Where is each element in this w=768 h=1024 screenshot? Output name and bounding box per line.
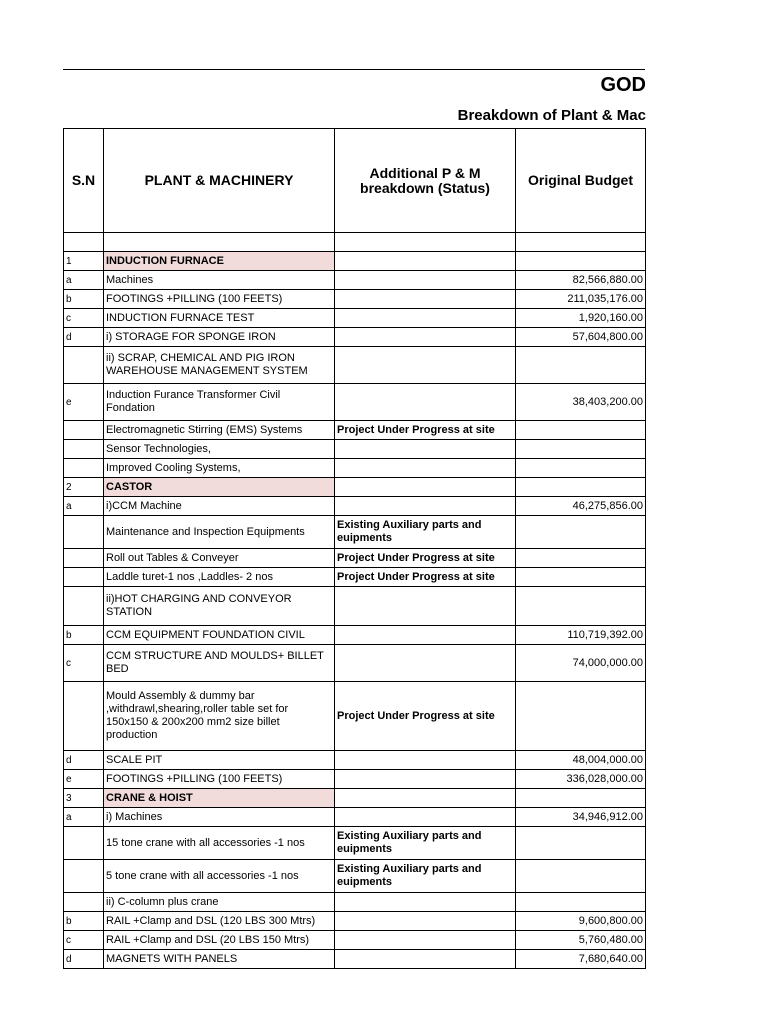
cell-status: [335, 347, 516, 384]
cell-sn: [64, 893, 104, 912]
cell-sn: d: [64, 328, 104, 347]
cell-item: 5 tone crane with all accessories -1 nos: [104, 860, 335, 893]
cell-sn: c: [64, 931, 104, 950]
cell-budget: 82,566,880.00: [516, 271, 646, 290]
cell-item: Machines: [104, 271, 335, 290]
cell-status: [335, 384, 516, 421]
column-header-sn: S.N: [64, 129, 104, 233]
cell-budget: 5,760,480.00: [516, 931, 646, 950]
cell-budget: [516, 789, 646, 808]
column-header-status: Additional P & M breakdown (Status): [335, 129, 516, 233]
cell-status: [335, 497, 516, 516]
cell-sn: [64, 549, 104, 568]
table-row: [64, 549, 646, 568]
cell-budget: [516, 549, 646, 568]
section-row: [64, 478, 646, 497]
cell-sn: d: [64, 751, 104, 770]
cell-sn: 2: [64, 478, 104, 497]
column-header-budget: Original Budget: [516, 129, 646, 233]
cell-item: CCM STRUCTURE AND MOULDS+ BILLET BED: [104, 645, 335, 682]
cell-item: MAGNETS WITH PANELS: [104, 950, 335, 969]
cell-budget: 336,028,000.00: [516, 770, 646, 789]
table-row: [64, 384, 646, 421]
cell-status: [335, 478, 516, 497]
cell-item: Laddle turet-1 nos ,Laddles- 2 nos: [104, 568, 335, 587]
cell-budget: [516, 893, 646, 912]
cell-sn: e: [64, 384, 104, 421]
cell-budget: [516, 252, 646, 271]
cell-budget: [516, 440, 646, 459]
table-row: [64, 682, 646, 751]
table-row: [64, 328, 646, 347]
cell-budget: 1,920,160.00: [516, 309, 646, 328]
table-row: [64, 645, 646, 682]
cell-item: Sensor Technologies,: [104, 440, 335, 459]
cell-sn: [64, 440, 104, 459]
cell-sn: b: [64, 626, 104, 645]
cell-status: [335, 645, 516, 682]
section-row: [64, 252, 646, 271]
cell-item: ii) SCRAP, CHEMICAL AND PIG IRON WAREHOUSE MANAGEMENT SYSTEM: [104, 347, 335, 384]
cell-status: [335, 290, 516, 309]
cell-budget: 9,600,800.00: [516, 912, 646, 931]
cell-status: [335, 233, 516, 252]
cell-item: FOOTINGS +PILLING (100 FEETS): [104, 290, 335, 309]
table-row: [64, 751, 646, 770]
table-row: [64, 931, 646, 950]
table-row: [64, 770, 646, 789]
cell-sn: [64, 827, 104, 860]
cell-sn: [64, 421, 104, 440]
table-row: [64, 516, 646, 549]
cell-budget: [516, 459, 646, 478]
cell-sn: [64, 516, 104, 549]
cell-status: [335, 789, 516, 808]
table-row: [64, 421, 646, 440]
column-header-plant: PLANT & MACHINERY: [104, 129, 335, 233]
cell-item: SCALE PIT: [104, 751, 335, 770]
cell-status: Project Under Progress at site: [335, 568, 516, 587]
cell-status: [335, 950, 516, 969]
cell-item: Roll out Tables & Conveyer: [104, 549, 335, 568]
cell-budget: 46,275,856.00: [516, 497, 646, 516]
table-row: [64, 233, 646, 252]
cell-budget: 48,004,000.00: [516, 751, 646, 770]
section-row: [64, 789, 646, 808]
cell-sn: d: [64, 950, 104, 969]
cell-status: [335, 770, 516, 789]
cell-status: Project Under Progress at site: [335, 549, 516, 568]
cell-status: [335, 893, 516, 912]
cell-budget: [516, 860, 646, 893]
cell-budget: [516, 587, 646, 626]
table-row: [64, 912, 646, 931]
top-rule: [63, 69, 645, 70]
section-heading: CRANE & HOIST: [104, 789, 335, 808]
cell-budget: 7,680,640.00: [516, 950, 646, 969]
cell-status: [335, 440, 516, 459]
cell-item: [104, 233, 335, 252]
cell-status: [335, 587, 516, 626]
cell-status: [335, 271, 516, 290]
cell-sn: a: [64, 808, 104, 827]
cell-budget: 74,000,000.00: [516, 645, 646, 682]
plant-machinery-table: [63, 128, 646, 969]
table-row: [64, 497, 646, 516]
cell-budget: [516, 682, 646, 751]
cell-budget: [516, 827, 646, 860]
table-header-row: [64, 129, 646, 233]
cell-sn: [64, 860, 104, 893]
cell-status: [335, 252, 516, 271]
table-row: [64, 290, 646, 309]
cell-budget: [516, 516, 646, 549]
table-row: [64, 440, 646, 459]
cell-budget: [516, 478, 646, 497]
cell-status: [335, 626, 516, 645]
cell-item: ii)HOT CHARGING AND CONVEYOR STATION: [104, 587, 335, 626]
cell-item: ii) C-column plus crane: [104, 893, 335, 912]
cell-item: i)CCM Machine: [104, 497, 335, 516]
cell-sn: [64, 568, 104, 587]
document-subtitle: Breakdown of Plant & Mac: [457, 107, 646, 124]
cell-item: i) Machines: [104, 808, 335, 827]
cell-budget: [516, 421, 646, 440]
cell-sn: b: [64, 912, 104, 931]
table-row: [64, 459, 646, 478]
section-heading: INDUCTION FURNACE: [104, 252, 335, 271]
table-row: [64, 808, 646, 827]
cell-item: i) STORAGE FOR SPONGE IRON: [104, 328, 335, 347]
cell-budget: [516, 347, 646, 384]
cell-sn: [64, 682, 104, 751]
cell-item: INDUCTION FURNACE TEST: [104, 309, 335, 328]
cell-item: Induction Furance Transformer Civil Fondation: [104, 384, 335, 421]
cell-sn: e: [64, 770, 104, 789]
cell-budget: 38,403,200.00: [516, 384, 646, 421]
cell-status: [335, 751, 516, 770]
cell-status: Existing Auxiliary parts and euipments: [335, 516, 516, 549]
table-row: [64, 568, 646, 587]
cell-sn: [64, 347, 104, 384]
cell-budget: 211,035,176.00: [516, 290, 646, 309]
cell-sn: c: [64, 645, 104, 682]
cell-sn: [64, 233, 104, 252]
cell-budget: [516, 568, 646, 587]
section-heading: CASTOR: [104, 478, 335, 497]
cell-status: [335, 931, 516, 950]
table-row: [64, 950, 646, 969]
table-row: [64, 587, 646, 626]
cell-status: Existing Auxiliary parts and euipments: [335, 860, 516, 893]
cell-sn: [64, 587, 104, 626]
cell-item: RAIL +Clamp and DSL (20 LBS 150 Mtrs): [104, 931, 335, 950]
table-row: [64, 626, 646, 645]
table-row: [64, 827, 646, 860]
cell-item: Mould Assembly & dummy bar ,withdrawl,shearing,roller table set for 150x150 & 200x200 mm2 size billet production: [104, 682, 335, 751]
cell-item: Improved Cooling Systems,: [104, 459, 335, 478]
document-title: GOD: [600, 74, 646, 96]
cell-item: FOOTINGS +PILLING (100 FEETS): [104, 770, 335, 789]
cell-item: 15 tone crane with all accessories -1 nos: [104, 827, 335, 860]
cell-status: [335, 808, 516, 827]
cell-status: [335, 309, 516, 328]
table-row: [64, 893, 646, 912]
cell-status: Existing Auxiliary parts and euipments: [335, 827, 516, 860]
cell-sn: c: [64, 309, 104, 328]
cell-budget: 110,719,392.00: [516, 626, 646, 645]
cell-sn: [64, 459, 104, 478]
cell-status: Project Under Progress at site: [335, 682, 516, 751]
cell-item: Maintenance and Inspection Equipments: [104, 516, 335, 549]
cell-item: CCM EQUIPMENT FOUNDATION CIVIL: [104, 626, 335, 645]
cell-status: [335, 912, 516, 931]
cell-item: RAIL +Clamp and DSL (120 LBS 300 Mtrs): [104, 912, 335, 931]
cell-sn: a: [64, 497, 104, 516]
cell-sn: b: [64, 290, 104, 309]
cell-sn: a: [64, 271, 104, 290]
cell-budget: 34,946,912.00: [516, 808, 646, 827]
table-row: [64, 347, 646, 384]
cell-status: [335, 459, 516, 478]
table-row: [64, 271, 646, 290]
table-row: [64, 860, 646, 893]
cell-status: [335, 328, 516, 347]
cell-budget: [516, 233, 646, 252]
cell-sn: 3: [64, 789, 104, 808]
cell-budget: 57,604,800.00: [516, 328, 646, 347]
table-row: [64, 309, 646, 328]
cell-item: Electromagnetic Stirring (EMS) Systems: [104, 421, 335, 440]
cell-sn: 1: [64, 252, 104, 271]
cell-status: Project Under Progress at site: [335, 421, 516, 440]
